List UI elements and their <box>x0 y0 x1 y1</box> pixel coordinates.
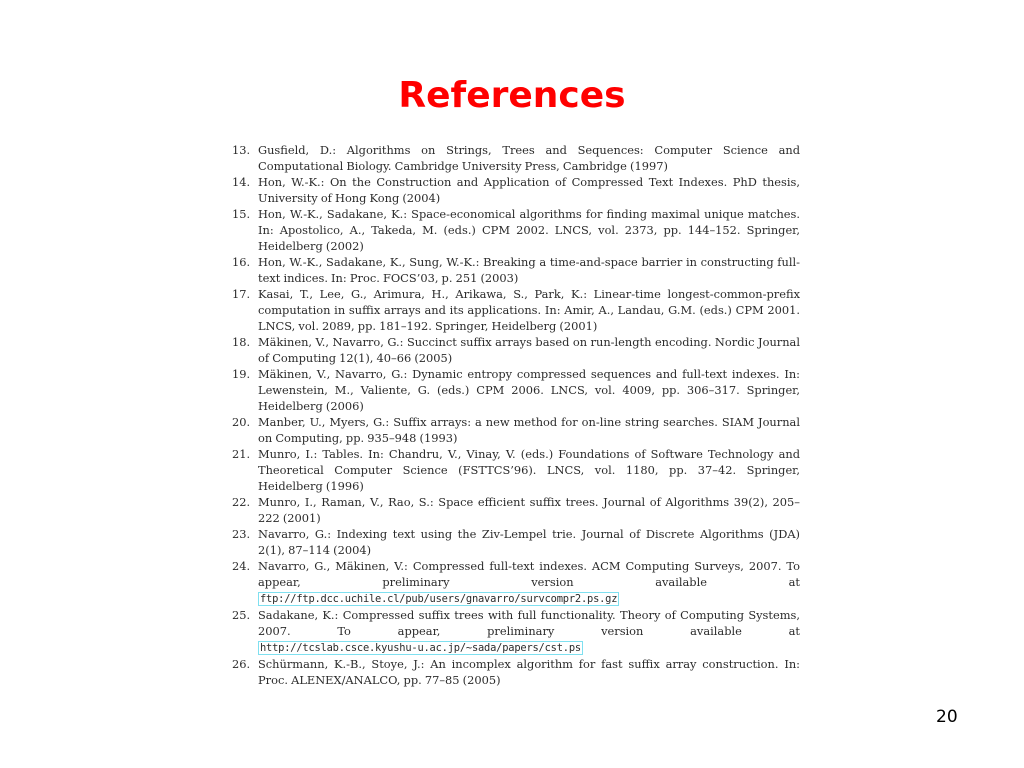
reference-item <box>232 558 800 607</box>
reference-number: 15. <box>232 207 251 221</box>
reference-number: 21. <box>232 447 251 461</box>
reference-item <box>232 286 800 334</box>
reference-text: Hon, W.-K.: On the Construction and Application of Compressed Text Indexes. PhD thesis, University of Hong Kong (2004) <box>258 175 800 205</box>
reference-number: 24. <box>232 559 251 573</box>
reference-number: 26. <box>232 657 251 671</box>
reference-text: Mäkinen, V., Navarro, G.: Dynamic entropy compressed sequences and full-text indexes. In: Lewenstein, M., Valiente, G. (eds.) CPM 2006. LNCS, vol. 4009, pp. 306–317. Springer, Heidelberg (2006) <box>258 367 800 413</box>
reference-text: Hon, W.-K., Sadakane, K., Sung, W.-K.: Breaking a time-and-space barrier in constructing full-text indices. In: Proc. FOCS’03, p. 251 (2003) <box>258 255 800 285</box>
reference-number: 23. <box>232 527 251 541</box>
reference-number: 20. <box>232 415 251 429</box>
reference-item <box>232 446 800 494</box>
reference-item <box>232 526 800 558</box>
reference-item <box>232 656 800 688</box>
reference-text: Manber, U., Myers, G.: Suffix arrays: a new method for on-line string searches. SIAM Journal on Computing, pp. 935–948 (1993) <box>258 415 800 445</box>
reference-number: 22. <box>232 495 251 509</box>
reference-item <box>232 254 800 286</box>
reference-text: Navarro, G., Mäkinen, V.: Compressed full-text indexes. ACM Computing Surveys, 2007. To appear, preliminary version available at <box>258 559 800 589</box>
reference-url-link[interactable]: http://tcslab.csce.kyushu-u.ac.jp/~sada/papers/cst.ps <box>260 642 581 654</box>
reference-number: 25. <box>232 608 251 622</box>
reference-number: 14. <box>232 175 251 189</box>
reference-text: Munro, I.: Tables. In: Chandru, V., Vinay, V. (eds.) Foundations of Software Technology and Theoretical Computer Science (FSTTCS’96). LNCS, vol. 1180, pp. 37–42. Springer, Heidelberg (1996) <box>258 447 800 493</box>
reference-item <box>232 142 800 174</box>
reference-number: 19. <box>232 367 251 381</box>
reference-text: Mäkinen, V., Navarro, G.: Succinct suffix arrays based on run-length encoding. Nordic Journal of Computing 12(1), 40–66 (2005) <box>258 335 800 365</box>
page-number: 20 <box>936 707 958 727</box>
reference-text: Schürmann, K.-B., Stoye, J.: An incomplex algorithm for fast suffix array construction. In: Proc. ALENEX/ANALCO, pp. 77–85 (2005) <box>258 657 800 687</box>
reference-item <box>232 174 800 206</box>
reference-item <box>232 334 800 366</box>
reference-text: Kasai, T., Lee, G., Arimura, H., Arikawa, S., Park, K.: Linear-time longest-common-prefix computation in suffix arrays and its applications. In: Amir, A., Landau, G.M. (eds.) CPM 2001. LNCS, vol. 2089, pp. 181–192. Springer, Heidelberg (2001) <box>258 287 800 333</box>
reference-item <box>232 607 800 656</box>
reference-list <box>232 142 800 688</box>
reference-body <box>258 607 800 656</box>
reference-body <box>258 558 800 607</box>
reference-item <box>232 414 800 446</box>
reference-text: Navarro, G.: Indexing text using the Ziv-Lempel trie. Journal of Discrete Algorithms (JDA) 2(1), 87–114 (2004) <box>258 527 800 557</box>
reference-item <box>232 366 800 414</box>
reference-text: Sadakane, K.: Compressed suffix trees with full functionality. Theory of Computing Systems, 2007. To appear, preliminary version available at <box>258 608 800 638</box>
reference-number: 13. <box>232 143 251 157</box>
reference-text: Munro, I., Raman, V., Rao, S.: Space efficient suffix trees. Journal of Algorithms 39(2), 205–222 (2001) <box>258 495 800 525</box>
reference-number: 18. <box>232 335 251 349</box>
slide-title: References <box>398 75 626 116</box>
reference-number: 17. <box>232 287 251 301</box>
reference-url-link[interactable]: ftp://ftp.dcc.uchile.cl/pub/users/gnavarro/survcompr2.ps.gz <box>260 593 618 605</box>
reference-number: 16. <box>232 255 251 269</box>
reference-item <box>232 494 800 526</box>
reference-item <box>232 206 800 254</box>
reference-text: Gusfield, D.: Algorithms on Strings, Trees and Sequences: Computer Science and Computational Biology. Cambridge University Press, Cambridge (1997) <box>258 143 800 173</box>
reference-text: Hon, W.-K., Sadakane, K.: Space-economical algorithms for finding maximal unique matches. In: Apostolico, A., Takeda, M. (eds.) CPM 2002. LNCS, vol. 2373, pp. 144–152. Springer, Heidelberg (2002) <box>258 207 800 253</box>
